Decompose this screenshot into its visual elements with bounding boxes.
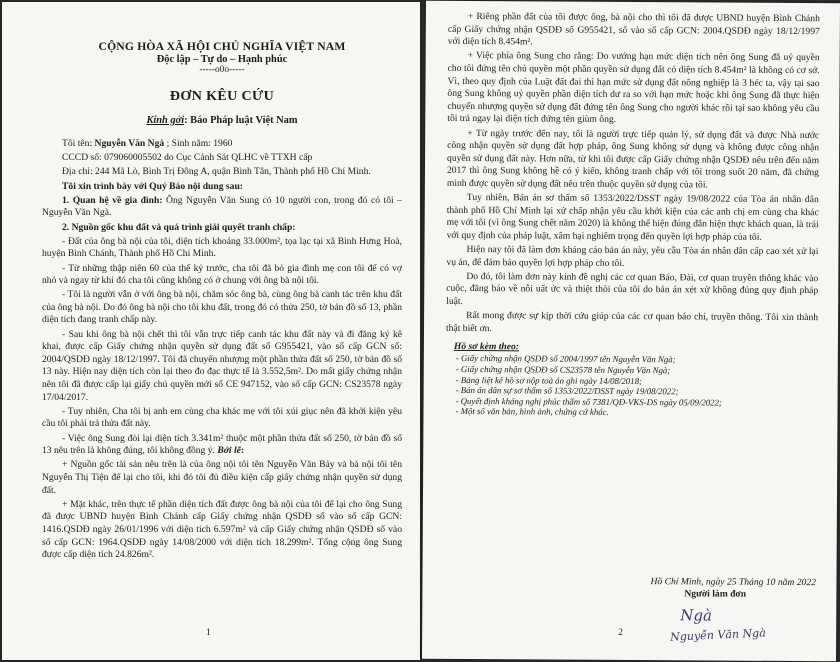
birth-year: ; Sinh năm: 1960 — [164, 138, 233, 149]
document-page-2 — [422, 1, 840, 662]
paragraph: - Tôi là người vẫn ở với ông bà nội, chăm sóc ông bà, cùng ông bà canh tác trên khu đất của ông bà nội. Do đó ông bà nội cho tôi khu đất, trong đó có thửa 250, tờ bản đồ số 13, phần diện tích đang tranh chấp này. — [42, 289, 402, 326]
applicant-name: Nguyễn Văn Ngà — [94, 138, 165, 149]
intro-line: Tôi xin trình bày với Quý Báo nội dung sau: — [62, 180, 243, 192]
page-number: 1 — [206, 627, 211, 638]
paragraph: - Tuy nhiên, Cha tôi bị anh em cùng cha khác mẹ với tôi xúi giục nên đã khởi kiện yêu cầu tôi phải trả thửa đất này. — [42, 405, 402, 430]
attachment-item: - Bản án dân sự sơ thẩm số 1353/2022/DSST ngày 19/08/2022; — [455, 385, 679, 397]
paragraph: - Việc ông Sung đòi lại diện tích 3.341m² thuộc một phần thửa đất số 250, tờ bản đồ số 13 nêu trên là không đúng, tôi không đồng ý. — [42, 432, 402, 457]
attachment-item: - Giấy chứng nhận QSDĐ số CS23578 tên Nguyễn Văn Ngà; — [455, 363, 671, 376]
paragraph: Rất mong được sự kịp thời cứu giúp của các cơ quan báo chí, truyền thông. Tôi xin thành thật biết ơn. — [445, 310, 819, 334]
recipient-label: Kính gởi — [146, 115, 185, 126]
attachments-title: Hồ sơ kèm theo: — [453, 341, 520, 353]
paragraph: Do đó, tôi làm đơn này kính đề nghị các cơ quan Báo, Đài, cơ quan truyền thông khác vào cuộc, đăng báo về nỗi uất ức và thiệt thòi của tôi do bản án xét xử không đúng quy định pháp luật. — [446, 270, 819, 308]
attachment-item: - Giấy chứng nhận QSDĐ số 2004/1997 tên Nguyễn Văn Ngà; — [455, 353, 676, 365]
motto-header: Độc lập – Tự do – Hạnh phúc — [156, 54, 288, 65]
place-date: Hồ Chí Minh, ngày 25 Tháng 10 năm 2022 — [650, 576, 816, 589]
document-page-1 — [2, 2, 420, 660]
name-label: Tôi tên: — [62, 138, 95, 149]
recipient-line — [42, 115, 402, 126]
section-1-title: 1. Quan hệ về gia đình: — [62, 194, 167, 206]
paragraph: + Việc phía ông Sung cho rằng: Do vướng hạn mức diện tích nên ông Sung đã uỷ quyền cho tôi đứng tên chủ quyền một phần quyền sử dụng đất có diện tích 8.454m² là không có cơ sở. Vì, theo quy định của Luật đất đai thì hạn mức sử dụng đất nông nghiệp là 3 héc ta, vậy tại sao ông Sung không uỷ quyền phần diện tích dư ra so với hạn mức hoặc khi ông Sung đã thực hiện chuyển nhượng quyền sử dụng đất đứng tên ông Sung cho người khác rồi tại sao không yêu cầu tôi trả ngay lại diện tích đứng tên giùm ông. — [447, 50, 820, 126]
attachment-item: - Quyết định kháng nghị phúc thẩm số 7381/QĐ-VKS-DS ngày 05/09/2022; — [455, 395, 722, 408]
attachment-item: - Một số văn bản, hình ảnh, chứng cứ khác. — [455, 406, 609, 418]
section-1-text: Ông Nguyễn Văn Sung có 10 người con, trong đó có tôi – Nguyễn Văn Ngà. — [42, 194, 402, 219]
paragraph: - Sau khi ông bà nội chết thì tôi vẫn trực tiếp canh tác khu đất này và đi đăng ký kê khai, được cấp Giấy chứng nhận quyền sử dụng đất số G955421, vào sổ cấp GCN số: 2004/QSDĐ ngày 18/12/1997. Tôi đã chuyển nhượng một phần thửa đất số 250, tờ bản đồ số 13 này. Hiện nay diện tích còn lại theo đo đạc thực tế là 3.552,5m². Do mất giấy chứng nhận nên tôi đã được cấp lại giấy chủ quyền mới số CE 947152, vào sổ cấp GCN: CS23578 ngày 17/04/2017. — [42, 328, 402, 403]
address-line: Địa chỉ: 244 Mã Lò, Bình Trị Đông A, quận Bình Tân, Thành phố Hồ Chí Minh. — [62, 166, 371, 178]
paragraph: - Từ những thập niên 60 của thế kỷ trước, cha tôi đã bỏ gia đình mẹ con tôi để có vợ nhỏ và ngay từ khi đó cha tôi cũng không có ở chung với ông bà nội tôi. — [42, 262, 402, 287]
id-line: CCCD số: 079060005502 do Cục Cảnh Sát QLHC về TTXH cấp — [62, 152, 313, 164]
paragraph: + Từ ngày trước đến nay, tôi là người trực tiếp quản lý, sử dụng đất và được Nhà nước công nhận quyền sử dụng đất hợp pháp, ông Sung không sử dụng và không được công nhận quyền sử dụng đất này. Hơn nữa, từ khi tôi được cấp Giấy chứng nhận QSDĐ nêu trên đến năm 2017 thì ông Sung không hề có ý kiến, không tranh chấp với tôi trong suốt 20 năm, đã chứng minh được quyền sử dụng đất nêu trên thuộc quyền sử dụng của tôi. — [446, 127, 820, 191]
reason-label: Bởi lẽ — [217, 445, 241, 457]
section-1 — [42, 195, 402, 220]
attachment-item: - Bảng liệt kê hồ sơ nộp toà án ghi ngày 14/08/2018; — [455, 374, 642, 386]
paragraph: + Nguồn gốc tài sản nêu trên là của ông nội tôi tên Nguyễn Văn Bảy và bà nội tôi tên Nguyễn Thị Tiện để lại cho tôi, khi đó tôi đủ điều kiện cấp giấy chứng nhận quyền sử dụng đất. — [42, 459, 402, 496]
paragraph: + Riêng phần đất của tôi được ông, bà nội cho thì tôi đã được UBND huyện Bình Chánh cấp Giấy chứng nhận QSDĐ số G955421, số vào sổ cấp GCN: 2004.QSDĐ ngày 18/12/1997 với diện tích 8.454m². — [447, 10, 820, 48]
section-2-title: 2. Nguồn gốc khu đất và quá trình giải quyết tranh chấp: — [62, 221, 296, 233]
page-number: 2 — [618, 626, 623, 638]
paragraph: - Đất của ông bà nội của tôi, diện tích khoảng 33.000m², tọa lạc tại xã Bình Hưng Hoà, huyện Bình Chánh, Thành phố Hồ Chí Minh. — [42, 235, 402, 260]
signature-name: Nguyễn Văn Ngà — [669, 626, 767, 644]
paragraph: + Mặt khác, trên thực tế phần diện tích đất được ông bà nội của tôi để lại cho ông Sung đã được UBND huyện Bình Chánh cấp Giấy chứng nhận QSDĐ số vào sổ cấp GCN: 1416.QSDĐ ngày 26/01/1996 với diện tích 6.597m² và cấp Giấy chứng nhận QSDĐ số vào sổ cấp GCN: 1964.QSDĐ ngày 14/08/2000 với diện tích 18.299m². Tổng cộng ông Sung được cấp diện tích 24.826m². — [42, 498, 402, 561]
paragraph: Hiện nay tôi đã làm đơn kháng cáo bản án này, yêu cầu Tòa án nhân dân cấp cao xét xử lại vụ án, để đảm bảo quyền lợi hợp pháp cho tôi. — [446, 244, 819, 269]
signature: Ngà — [680, 606, 712, 625]
signer-label: Người làm đơn — [684, 588, 747, 600]
recipient: : Báo Pháp luật Việt Nam — [184, 115, 298, 126]
paragraph: Tuy nhiên, Bản án sơ thẩm số 1353/2022/DSST ngày 19/08/2022 của Tòa án nhân dân thành phố Hồ Chí Minh lại xử chấp nhận yêu cầu khởi kiện của các anh chị em cùng cha khác mẹ với tôi (vì ông Sung chết năm 2020) là không thể hiện đúng đắn hiện thực khách quan, là trái với quy định của pháp luật, xâm hại nghiêm trọng đến quyền lợi hợp pháp của tôi. — [446, 192, 819, 243]
country-header: CỘNG HÒA XÃ HỘI CHỦ NGHĨA VIỆT NAM — [98, 40, 346, 53]
name-line — [42, 138, 402, 151]
paragraph-with-reason: - Việc ông Sung đòi lại diện tích 3.341m² thuộc một phần thửa đất số 250, tờ bản đồ số 13 nêu trên là không đúng, tôi không đồng ý. Bởi lẽ: — [42, 432, 402, 457]
document-title: ĐƠN KÊU CỨU — [169, 89, 275, 104]
header-divider: -----o0o----- — [199, 65, 245, 75]
